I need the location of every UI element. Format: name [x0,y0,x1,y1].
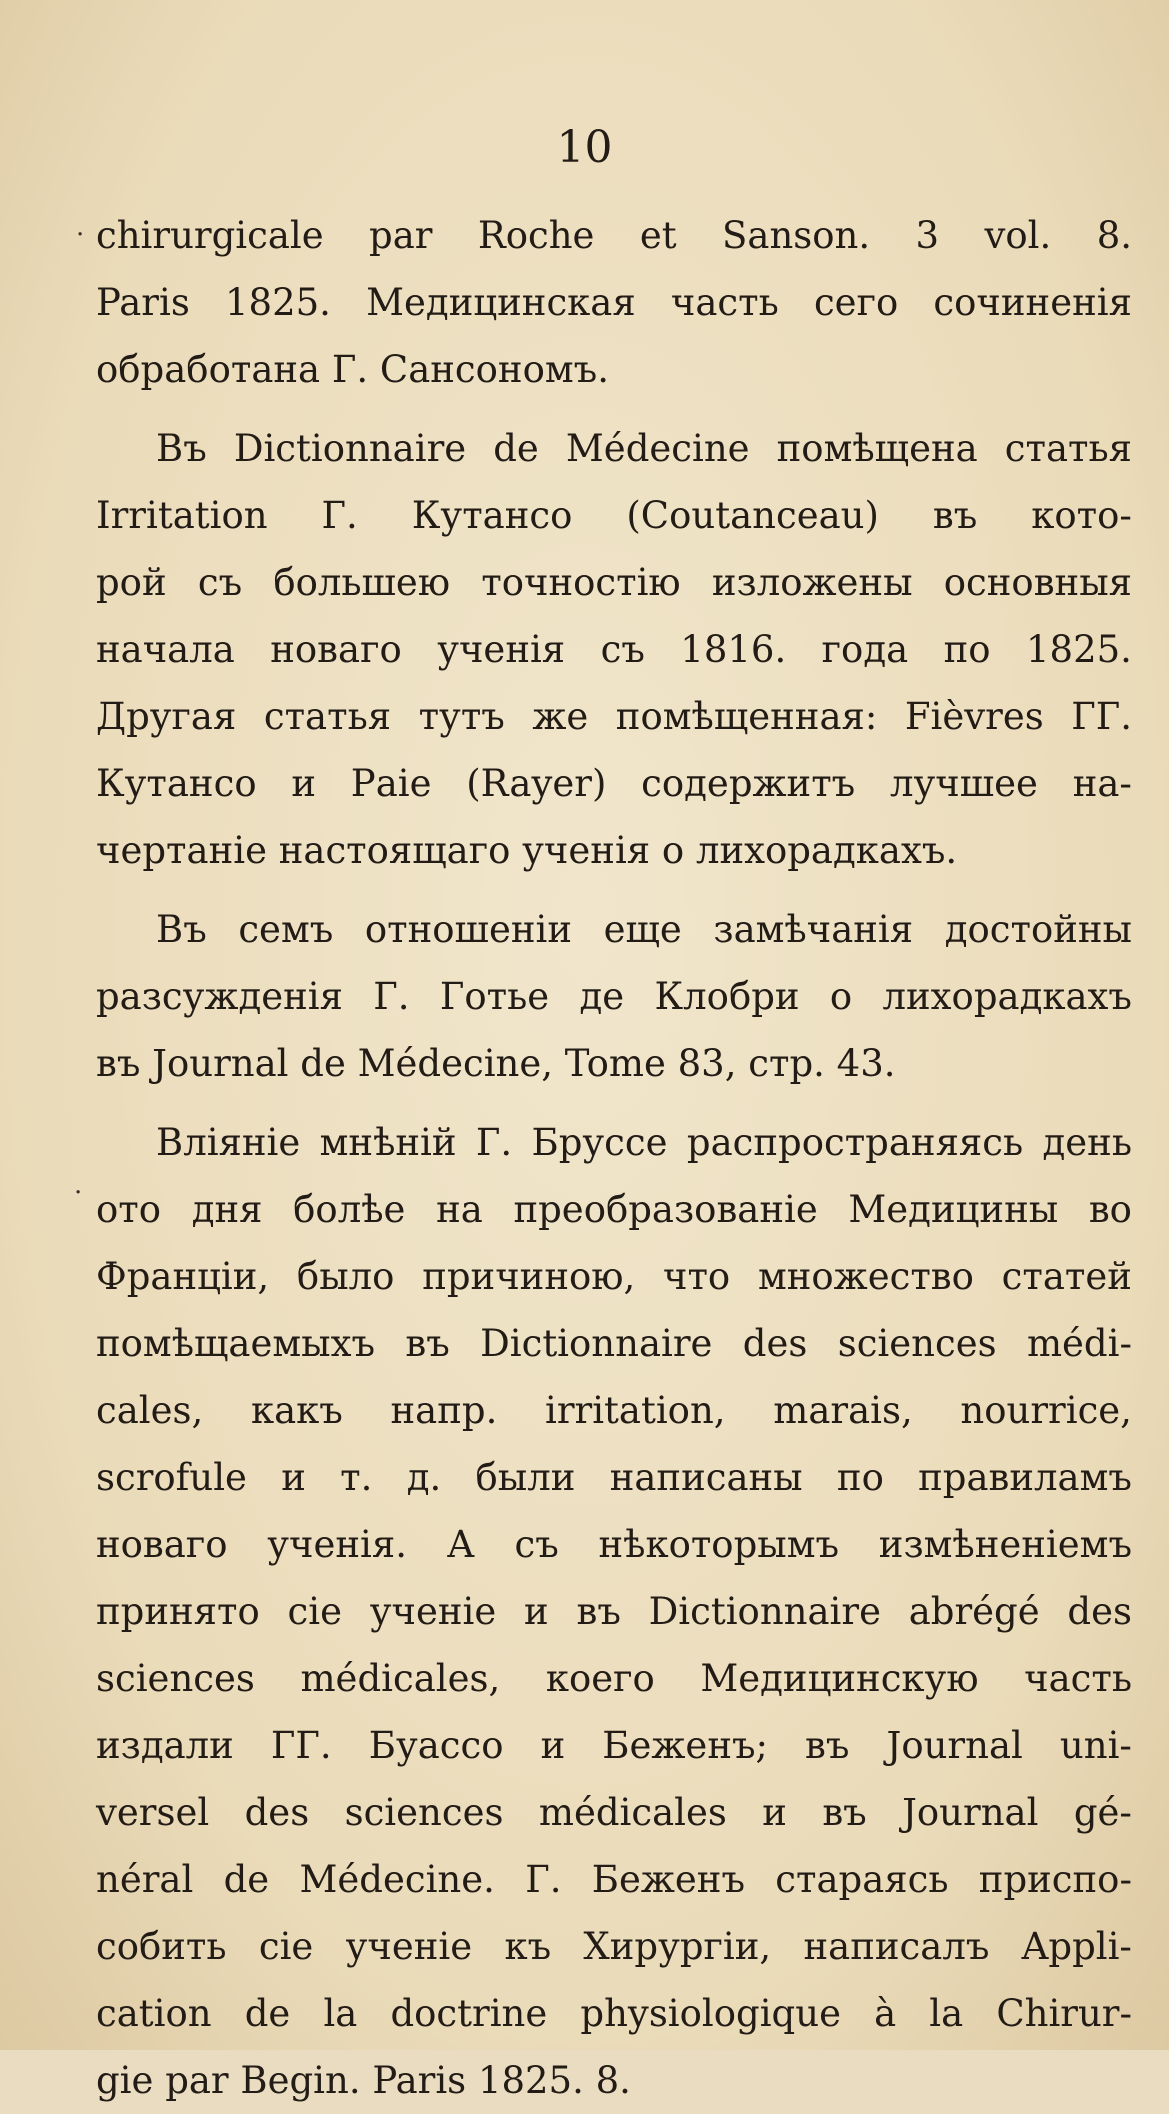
word: 8. [595,2059,631,2102]
word: въ [576,1590,621,1633]
word: Г. [321,494,358,537]
text-line [96,1109,1132,1176]
word: въ [932,494,978,537]
word: 1825. [477,2059,584,2102]
word: настоящаго [278,829,511,872]
word: написалъ [803,1925,990,1968]
word: принято [96,1590,260,1633]
word: издали [96,1724,234,1767]
word: ученіе [369,1590,497,1633]
word: médi- [1026,1322,1132,1365]
word: коего [545,1657,655,1700]
text-line [96,202,1132,269]
word: замѣчанія [713,908,914,951]
word: какъ [250,1389,343,1432]
word: въ [96,1042,141,1085]
word: Journal [902,1791,1039,1834]
word: же [532,695,589,738]
word: еще [603,908,682,951]
word: Sanson. [722,214,871,257]
word: изложены [711,561,913,604]
paragraph [96,896,1132,1097]
word: на- [1072,762,1132,805]
word: написаны [609,1456,803,1499]
word: съ [197,561,243,604]
word: преобразованіе [513,1188,818,1231]
word: Médecine, [357,1042,554,1085]
word: Готье [439,975,550,1018]
word: Fièvres [904,695,1044,738]
word: большею [273,561,451,604]
word: cation [96,1992,212,2035]
word: des [742,1322,808,1365]
text-line [96,1779,1132,1846]
text-line [96,549,1132,616]
word: Г. [525,1858,562,1901]
word: Медицины [848,1188,1059,1231]
word: Г. [373,975,410,1018]
word: къ [504,1925,552,1968]
word: было [296,1255,395,1298]
word: болѣе [293,1188,406,1231]
word: по [836,1456,884,1499]
word: точностію [481,561,681,604]
word: рой [96,561,167,604]
word: правиламъ [918,1456,1132,1499]
text-line [96,750,1132,817]
word: помѣщенная: [615,695,878,738]
paragraph [96,202,1132,403]
word: Въ [156,427,207,470]
word: Медицинская [366,281,636,324]
word: 1816. [680,628,787,671]
word: сіе [258,1925,314,1968]
text-line [96,336,1132,403]
word: 43. [836,1042,896,1085]
text-line [96,817,1132,884]
word: и [540,1724,566,1767]
word: ГГ. [1071,695,1132,738]
word: во [1088,1188,1132,1231]
word: Begin. [240,2059,361,2102]
word: et [639,214,677,257]
word: ото [96,1188,162,1231]
word: Paris [96,281,190,324]
word: (Rayer) [466,762,607,805]
text-line [96,1176,1132,1243]
word: Раіе [350,762,432,805]
word: des [1067,1590,1132,1633]
word: par [165,2059,229,2102]
word: года [821,628,909,671]
word: множество [757,1255,974,1298]
word: лихорадкахъ [882,975,1132,1018]
word: cales, [96,1389,204,1432]
word: отношеніи [364,908,573,951]
word: 8. [1096,214,1132,257]
word: doctrine [390,1992,548,2035]
text-line [96,1578,1132,1645]
margin-dot: · [74,1178,83,1208]
word: gie [96,2059,154,2102]
word: Dictionnaire [648,1590,881,1633]
paragraph [96,415,1132,884]
text-line [96,1030,1132,1097]
word: сочиненія [933,281,1132,324]
word: abrégé [908,1590,1040,1633]
word: la [929,1992,964,2035]
word: обработана [96,348,321,391]
word: Médecine. [299,1858,495,1901]
word: мнѣній [319,1121,457,1164]
word: разсужденія [96,975,343,1018]
word: de [223,1858,270,1901]
word: Journal [152,1042,289,1085]
word: и [524,1590,549,1633]
word: основныя [943,561,1132,604]
word: новаго [270,628,402,671]
word: Dictionnaire [233,427,467,470]
word: 1825. [225,281,331,324]
word: Медицинскую [700,1657,979,1700]
word: sciences [344,1791,504,1834]
word: Франціи, [96,1255,270,1298]
word: новаго [96,1523,228,1566]
word: о [829,975,853,1018]
word: сего [813,281,899,324]
word: Irritation [96,494,268,537]
word: кото- [1031,494,1132,537]
word: (Coutanceau) [626,494,879,537]
word: въ [822,1791,867,1834]
word: de [300,1042,346,1085]
word: Journal [886,1724,1023,1767]
word: Roche [477,214,595,257]
word: Беженъ [591,1858,745,1901]
word: marais, [773,1389,913,1432]
word: и [291,762,317,805]
text-line [96,1645,1132,1712]
word: чертаніе [96,829,267,872]
word: помѣщаемыхъ [96,1322,376,1365]
word: Вліяніе [156,1121,301,1164]
text-line [96,1511,1132,1578]
text-line [96,1913,1132,1980]
word: scrofule [96,1456,247,1499]
word: приспо- [978,1858,1132,1901]
word: стр. [748,1042,825,1085]
word: gé- [1073,1791,1132,1834]
word: начала [96,628,235,671]
text-line [96,415,1132,482]
body-text [96,202,1132,2114]
word: ученія [522,829,651,872]
word: Сансономъ. [379,348,609,391]
word: Г. [475,1121,513,1164]
word: 83, [677,1042,737,1085]
word: Кутансо [411,494,573,537]
word: par [369,214,433,257]
word: содержитъ [641,762,856,805]
paragraph-gap [96,1097,1132,1109]
word: 1825. [1026,628,1132,671]
word: Dictionnaire [480,1322,713,1365]
word: Беженъ; [602,1724,768,1767]
word: статей [1001,1255,1132,1298]
word: съ [514,1523,559,1566]
word: physiologique [580,1992,841,2035]
word: съ [600,628,645,671]
word: семъ [238,908,334,951]
word: д. [406,1456,442,1499]
word: vol. [984,214,1052,257]
word: въ [405,1322,450,1365]
word: дня [191,1188,263,1231]
text-line [96,1846,1132,1913]
word: Appli- [1021,1925,1132,1968]
text-line [96,1444,1132,1511]
word: распространяясь [686,1121,1024,1164]
word: Г. [331,348,369,391]
word: Tome [564,1042,666,1085]
text-line [96,683,1132,750]
word: ГГ. [270,1724,332,1767]
text-line [96,1310,1132,1377]
word: стараясь [775,1858,949,1901]
word: помѣщена [776,427,978,470]
word: нѣкоторымъ [598,1523,840,1566]
word: де [579,975,625,1018]
text-line [96,963,1132,1030]
text-line [96,482,1132,549]
word: лихорадкахъ. [695,829,958,872]
word: Кутансо [96,762,257,805]
paragraph [96,1109,1132,2114]
word: тутъ [418,695,505,738]
word: Хирургіи, [583,1925,772,1968]
word: médicales [538,1791,727,1834]
word: напр. [390,1389,498,1432]
text-line [96,269,1132,336]
paragraph-gap [96,884,1132,896]
text-line [96,616,1132,683]
word: т. [340,1456,373,1499]
text-line [96,1243,1132,1310]
word: uni- [1059,1724,1132,1767]
word: А [446,1523,475,1566]
word: по [943,628,991,671]
word: Буассо [368,1724,504,1767]
word: статья [263,695,392,738]
word: Въ [156,908,207,951]
word: лучшее [889,762,1038,805]
word: и [762,1791,787,1834]
paragraph-gap [96,403,1132,415]
margin-dot: · [76,220,85,250]
word: на [436,1188,483,1231]
word: причиною, [422,1255,636,1298]
word: sciences [96,1657,255,1700]
word: въ [805,1724,850,1767]
word: la [323,1992,358,2035]
word: что [662,1255,731,1298]
word: достойны [944,908,1132,951]
word: собить [96,1925,227,1968]
word: médicales, [300,1657,501,1700]
word: 3 [915,214,940,257]
word: ученія [437,628,566,671]
text-line [96,2047,1132,2114]
word: Médecine [565,427,750,470]
page-number: 10 [556,122,613,173]
word: статья [1004,427,1132,470]
word: Chirur- [996,1992,1132,2035]
text-line [96,1980,1132,2047]
word: Бруссе [531,1121,668,1164]
text-line [96,896,1132,963]
word: Другая [96,695,237,738]
text-line [96,1377,1132,1444]
text-line [96,1712,1132,1779]
word: о [661,829,685,872]
word: irritation, [545,1389,726,1432]
word: Клобри [654,975,800,1018]
word: à [874,1992,897,2035]
word: des [244,1791,310,1834]
word: ученія. [267,1523,407,1566]
word: Paris [372,2059,467,2102]
word: de [493,427,539,470]
word: часть [670,281,779,324]
word: измѣненіемъ [878,1523,1132,1566]
word: chirurgicale [96,214,324,257]
word: были [475,1456,576,1499]
word: nourrice, [960,1389,1132,1432]
word: и [281,1456,306,1499]
word: sciences [837,1322,997,1365]
word: de [244,1992,291,2035]
word: день [1042,1121,1132,1164]
word: сіе [287,1590,342,1633]
word: néral [96,1858,194,1901]
word: часть [1024,1657,1132,1700]
word: versel [96,1791,210,1834]
word: ученіе [345,1925,473,1968]
